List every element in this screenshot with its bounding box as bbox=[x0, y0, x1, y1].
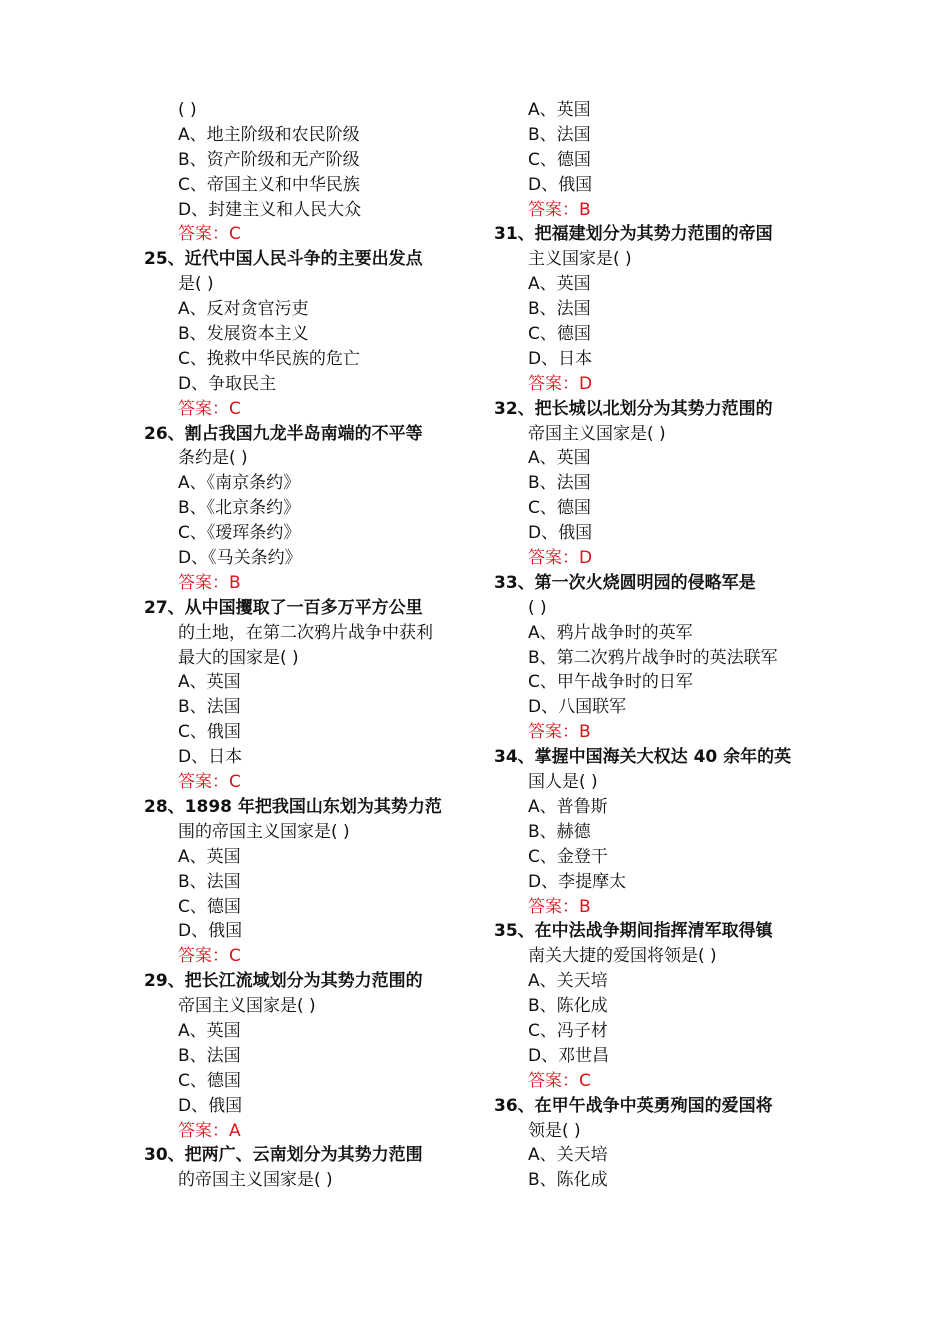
answer-option: B、赫德 bbox=[528, 821, 591, 842]
answer-option: A、英国 bbox=[178, 1020, 241, 1041]
answer-option: A、关天培 bbox=[528, 1145, 608, 1166]
question-continuation: 帝国主义国家是( ) bbox=[178, 996, 316, 1017]
answer-option: B、法国 bbox=[178, 871, 241, 892]
left-column bbox=[144, 98, 484, 1193]
answer-option: B、法国 bbox=[178, 1045, 241, 1066]
answer-option: D、日本 bbox=[528, 348, 593, 369]
answer-option: D、俄国 bbox=[178, 1095, 243, 1116]
answer-option: A、英国 bbox=[528, 100, 591, 120]
answer-option: B、法国 bbox=[528, 473, 591, 494]
answer-option: C、德国 bbox=[178, 896, 241, 917]
answer-key: 答案：A bbox=[178, 1120, 241, 1141]
question-stem: 25、近代中国人民斗争的主要出发点 bbox=[144, 249, 423, 270]
question-stem: 33、第一次火烧圆明园的侵略军是 bbox=[494, 572, 756, 593]
answer-option: D、争取民主 bbox=[178, 373, 277, 394]
answer-option: B、法国 bbox=[528, 299, 591, 320]
answer-key: 答案：B bbox=[528, 896, 591, 917]
answer-option: B、法国 bbox=[528, 124, 591, 145]
answer-option: A、鸦片战争时的英军 bbox=[528, 622, 693, 643]
question-continuation: 国人是( ) bbox=[528, 772, 598, 793]
answer-option: C、德国 bbox=[178, 1070, 241, 1091]
question-stem: 35、在中法战争期间指挥清军取得镇 bbox=[494, 921, 773, 942]
answer-option: D、八国联军 bbox=[528, 697, 627, 718]
answer-key: 答案：C bbox=[178, 398, 241, 419]
answer-option: A、《南京条约》 bbox=[178, 473, 301, 494]
answer-option: C、挽救中华民族的危亡 bbox=[178, 348, 360, 369]
answer-option: B、法国 bbox=[178, 697, 241, 718]
answer-option: B、陈化成 bbox=[528, 1170, 608, 1191]
question-stem: 34、掌握中国海关大权达 40 余年的英 bbox=[494, 747, 792, 768]
answer-key: 答案：C bbox=[178, 946, 241, 967]
answer-option: C、德国 bbox=[528, 498, 591, 519]
answer-option: C、金登干 bbox=[528, 846, 608, 867]
question-stem: 27、从中国攫取了一百多万平方公里 bbox=[144, 597, 423, 618]
question-continuation: 最大的国家是( ) bbox=[178, 647, 299, 668]
answer-key: 答案：B bbox=[528, 722, 591, 743]
answer-key: 答案：C bbox=[178, 224, 241, 245]
question-stem: 36、在甲午战争中英勇殉国的爱国将 bbox=[494, 1095, 773, 1116]
answer-option: A、关天培 bbox=[528, 971, 608, 992]
answer-option: B、资产阶级和无产阶级 bbox=[178, 149, 360, 170]
question-continuation: 主义国家是( ) bbox=[528, 249, 632, 270]
answer-option: C、德国 bbox=[528, 324, 591, 345]
answer-key: 答案：B bbox=[528, 199, 591, 220]
answer-option: D、李提摩太 bbox=[528, 871, 627, 892]
answer-option: A、普鲁斯 bbox=[528, 796, 608, 817]
answer-option: A、英国 bbox=[528, 448, 591, 469]
answer-option: A、英国 bbox=[178, 672, 241, 693]
answer-key: 答案：C bbox=[528, 1070, 591, 1091]
right-column bbox=[494, 98, 824, 1193]
answer-key: 答案：D bbox=[528, 373, 593, 394]
question-continuation: ( ) bbox=[178, 100, 197, 120]
answer-option: B、陈化成 bbox=[528, 996, 608, 1017]
answer-option: B、发展资本主义 bbox=[178, 324, 309, 345]
answer-option: A、英国 bbox=[178, 846, 241, 867]
question-continuation: 围的帝国主义国家是( ) bbox=[178, 821, 350, 842]
answer-option: A、反对贪官污吏 bbox=[178, 299, 309, 320]
answer-option: B、《北京条约》 bbox=[178, 498, 301, 519]
answer-option: D、邓世昌 bbox=[528, 1045, 610, 1066]
question-continuation: 条约是( ) bbox=[178, 448, 248, 469]
answer-option: C、德国 bbox=[528, 149, 591, 170]
question-continuation: 领是( ) bbox=[528, 1120, 581, 1141]
answer-option: B、第二次鸦片战争时的英法联军 bbox=[528, 647, 778, 668]
answer-option: D、日本 bbox=[178, 747, 243, 768]
question-continuation: 是( ) bbox=[178, 274, 214, 295]
answer-option: D、俄国 bbox=[178, 921, 243, 942]
question-stem: 28、1898 年把我国山东划为其势力范 bbox=[144, 796, 442, 817]
answer-option: C、帝国主义和中华民族 bbox=[178, 174, 360, 195]
question-stem: 29、把长江流域划分为其势力范围的 bbox=[144, 971, 423, 992]
answer-option: D、《马关条约》 bbox=[178, 548, 302, 569]
answer-option: D、俄国 bbox=[528, 174, 593, 195]
question-stem: 30、把两广、云南划分为其势力范围 bbox=[144, 1145, 423, 1166]
answer-option: C、冯子材 bbox=[528, 1020, 608, 1041]
answer-option: C、《瑷珲条约》 bbox=[178, 523, 301, 544]
answer-option: C、甲午战争时的日军 bbox=[528, 672, 693, 693]
question-continuation: ( ) bbox=[528, 597, 547, 618]
answer-option: D、俄国 bbox=[528, 523, 593, 544]
question-continuation: 的土地，在第二次鸦片战争中获利 bbox=[178, 622, 433, 643]
answer-option: D、封建主义和人民大众 bbox=[178, 199, 362, 220]
answer-key: 答案：B bbox=[178, 572, 241, 593]
question-stem: 26、割占我国九龙半岛南端的不平等 bbox=[144, 423, 423, 444]
question-stem: 31、把福建划分为其势力范围的帝国 bbox=[494, 224, 773, 245]
question-continuation: 帝国主义国家是( ) bbox=[528, 423, 666, 444]
question-stem: 32、把长城以北划分为其势力范围的 bbox=[494, 398, 773, 419]
answer-key: 答案：C bbox=[178, 772, 241, 793]
answer-key: 答案：D bbox=[528, 548, 593, 569]
answer-option: C、俄国 bbox=[178, 722, 241, 743]
question-continuation: 南关大捷的爱国将领是( ) bbox=[528, 946, 717, 967]
answer-option: A、英国 bbox=[528, 274, 591, 295]
question-continuation: 的帝国主义国家是( ) bbox=[178, 1170, 333, 1191]
answer-option: A、地主阶级和农民阶级 bbox=[178, 124, 360, 145]
